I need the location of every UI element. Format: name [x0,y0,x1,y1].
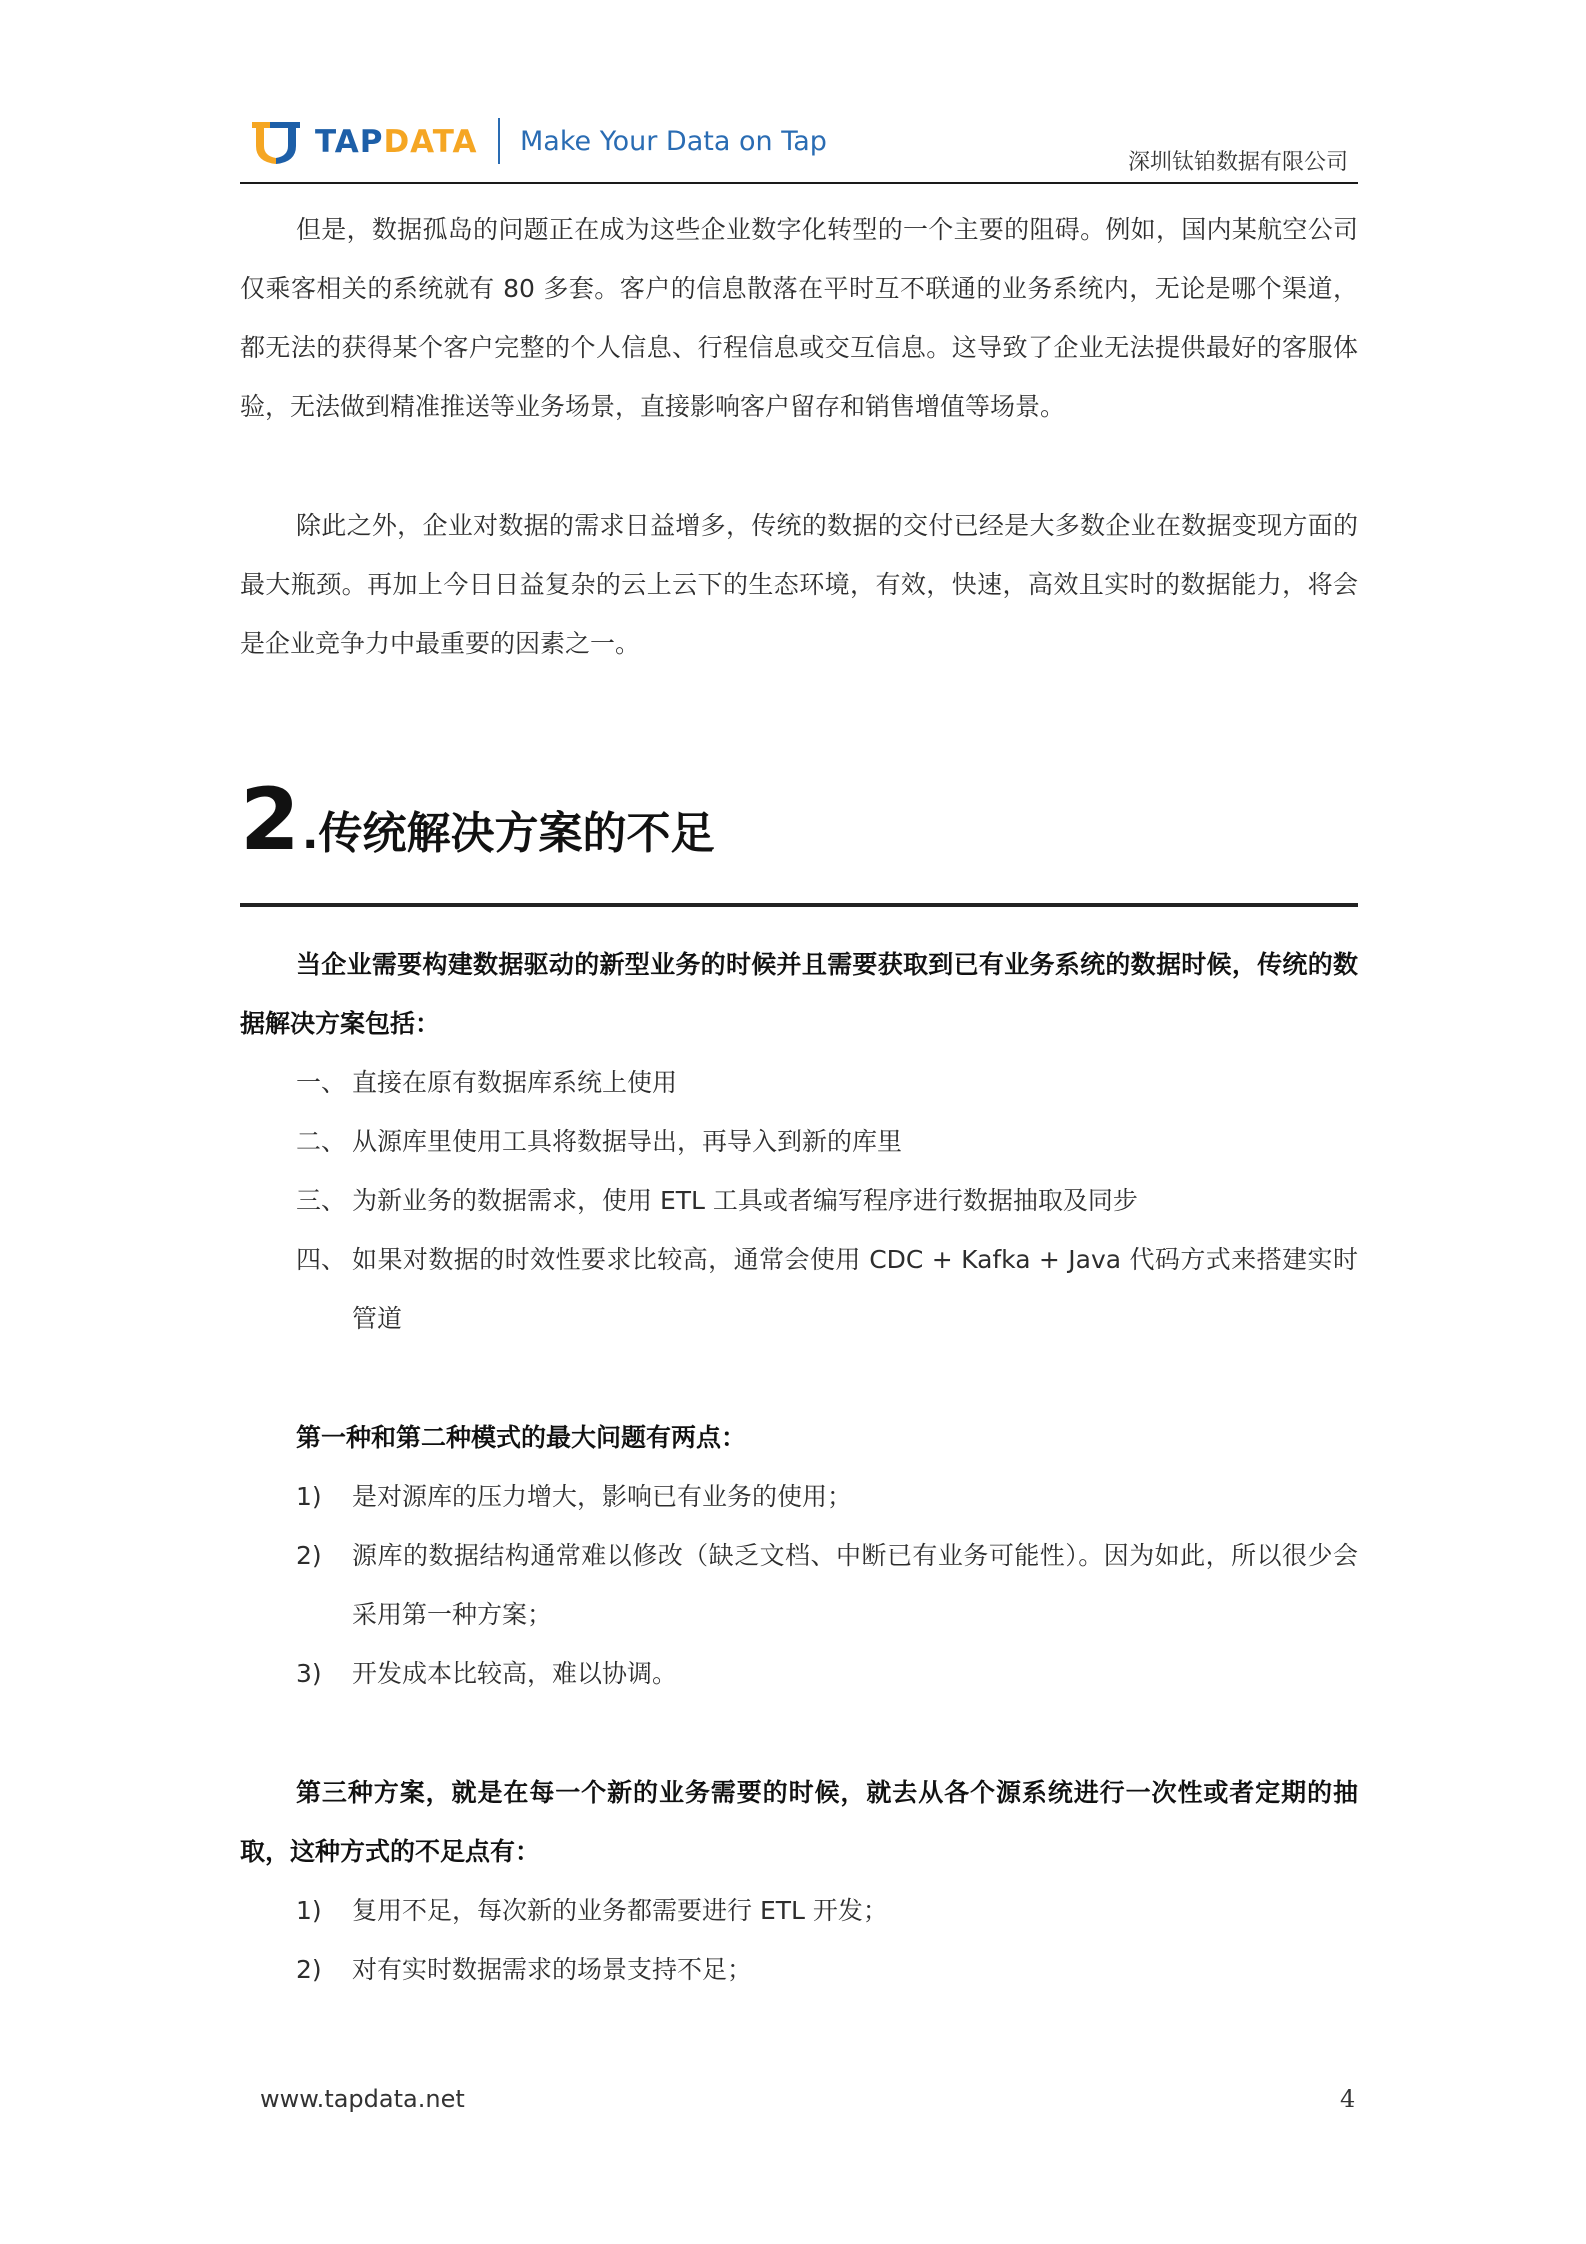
list-text: 对有实时数据需求的场景支持不足； [352,1955,753,1984]
list-item [240,1467,1358,1526]
list-marker: 三、 [296,1186,347,1215]
company-name: 深圳钛铂数据有限公司 [1127,150,1348,175]
list-text: 源库的数据结构通常难以修改（缺乏文档、中断已有业务可能性）。因为如此，所以很少会采用第一种方案； [352,1541,1358,1629]
tapdata-logo-icon [248,116,304,168]
page-header [240,100,1358,184]
section-title: .传统解决方案的不足 [301,808,715,859]
list-marker: 1) [296,1896,322,1925]
list-marker: 3) [296,1659,322,1688]
brand-suffix: DATA [383,124,478,160]
list-text: 复用不足，每次新的业务都需要进行 ETL 开发； [352,1896,888,1925]
section-rule [240,903,1358,907]
list-item [240,1112,1358,1171]
list-marker: 1) [296,1482,322,1511]
list-item [240,1940,1358,1999]
intro-paragraph-1: 但是，数据孤岛的问题正在成为这些企业数字化转型的一个主要的阻碍。例如，国内某航空公司仅乘客相关的系统就有 80 多套。客户的信息散落在平时互不联通的业务系统内，无论是哪个渠道，都无法的获得某个客户完整的个人信息、行程信息或交互信息。这导致了企业无法提供最好的客服体验，无法做到精准推送等业务场景，直接影响客户留存和销售增值等场景。 [240,215,1358,421]
list-text: 开发成本比较高，难以协调。 [352,1659,678,1688]
section-number: 2 [240,770,300,870]
list-item [240,1526,1358,1644]
list-text: 从源库里使用工具将数据导出，再导入到新的库里 [352,1127,903,1156]
list-marker: 四、 [296,1245,347,1274]
list-item [240,1171,1358,1230]
list-text: 为新业务的数据需求，使用 ETL 工具或者编写程序进行数据抽取及同步 [352,1186,1138,1215]
list-marker: 一、 [296,1068,347,1097]
section-heading [240,753,1358,870]
third-solution-heading: 第三种方案，就是在每一个新的业务需要的时候，就去从各个源系统进行一次性或者定期的抽取，这种方式的不足点有： [240,1778,1358,1866]
brand-name [315,124,478,160]
header-rule [240,182,1358,184]
list-item [240,1053,1358,1112]
header-divider [498,118,500,164]
list-item [240,1644,1358,1703]
list-marker: 2) [296,1541,322,1570]
list-item [240,1230,1358,1348]
third-problems-list [240,1881,1358,1999]
list-text: 直接在原有数据库系统上使用 [352,1068,678,1097]
solutions-lead: 当企业需要构建数据驱动的新型业务的时候并且需要获取到已有业务系统的数据时候，传统的数据解决方案包括： [240,950,1358,1038]
list-text: 是对源库的压力增大，影响已有业务的使用； [352,1482,853,1511]
footer-website: www.tapdata.net [260,2085,465,2113]
page-content [240,200,1358,1999]
intro-paragraph-2: 除此之外，企业对数据的需求日益增多，传统的数据的交付已经是大多数企业在数据变现方面的最大瓶颈。再加上今日日益复杂的云上云下的生态环境，有效，快速，高效且实时的数据能力，将会是企业竞争力中最重要的因素之一。 [240,511,1358,658]
problems-heading: 第一种和第二种模式的最大问题有两点： [296,1423,747,1452]
brand-prefix: TAP [315,124,384,160]
tagline: Make Your Data on Tap [520,126,827,157]
solutions-list [240,1053,1358,1348]
page-number: 4 [1340,2085,1356,2113]
list-item [240,1881,1358,1940]
list-marker: 2) [296,1955,322,1984]
problems-list [240,1467,1358,1703]
list-marker: 二、 [296,1127,347,1156]
list-text: 如果对数据的时效性要求比较高，通常会使用 CDC + Kafka + Java 代码方式来搭建实时管道 [352,1245,1358,1333]
